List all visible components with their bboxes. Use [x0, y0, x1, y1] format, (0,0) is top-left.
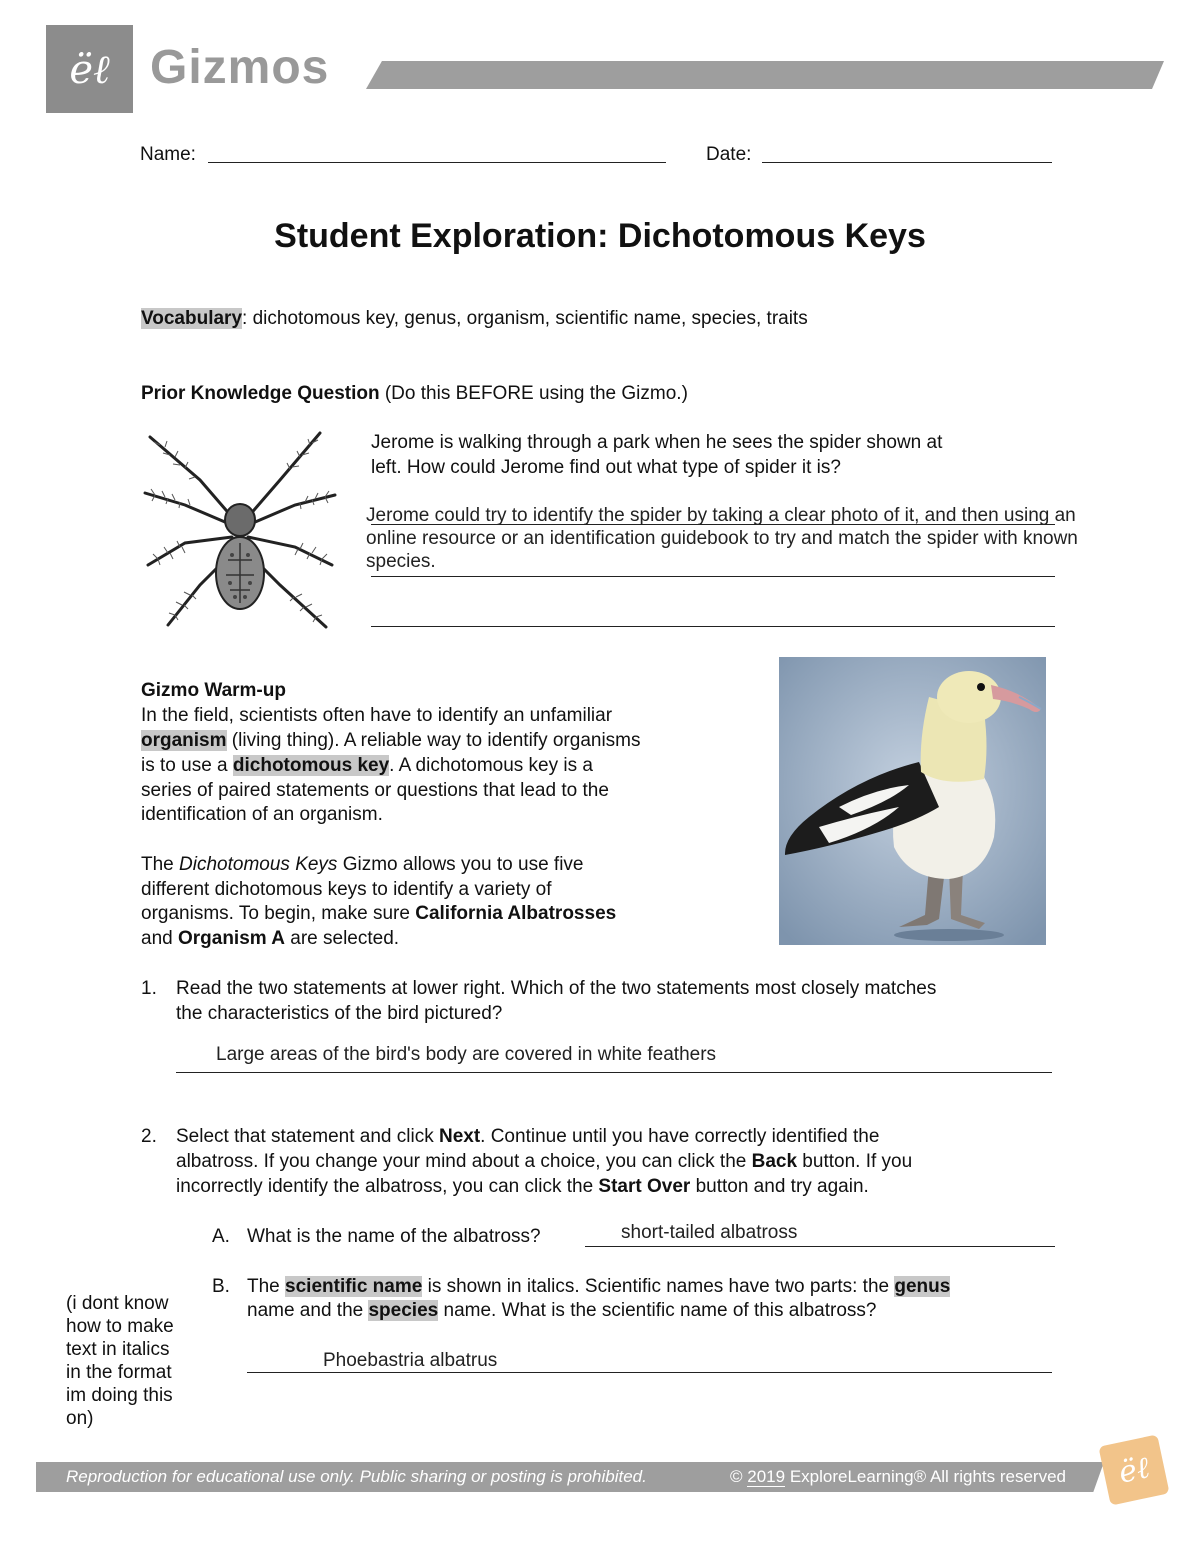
term-organism: organism	[141, 730, 227, 751]
q2b-text-span: name and the	[247, 1300, 369, 1321]
answer-line	[371, 626, 1055, 627]
vocabulary-text: : dichotomous key, genus, organism, scientific name, species, traits	[242, 308, 808, 329]
setting-california-albatrosses: California Albatrosses	[415, 903, 617, 924]
prior-knowledge-note: (Do this BEFORE using the Gizmo.)	[379, 383, 688, 404]
term-dichotomous-key: dichotomous key	[232, 755, 390, 776]
question-number: 2.	[141, 1126, 157, 1147]
warmup-text	[141, 926, 399, 951]
subquestion-label: A.	[212, 1226, 230, 1247]
q2-text-span: Select that statement and click	[176, 1126, 439, 1147]
q1-text-line-2: the characteristics of the bird pictured?	[176, 1003, 503, 1024]
explorelearning-logo	[46, 25, 133, 113]
q2-text-span: button. If you	[797, 1151, 913, 1172]
q2b-text-line-1	[247, 1274, 950, 1299]
q2-text-line-2	[176, 1149, 912, 1174]
answer-line	[247, 1372, 1052, 1373]
term-species: species	[368, 1300, 439, 1321]
warmup-text-span: . A dichotomous key is a	[389, 755, 593, 776]
warmup-text	[141, 728, 641, 753]
name-field[interactable]	[208, 162, 666, 163]
warmup-text-span: organisms. To begin, make sure	[141, 903, 416, 924]
prior-answer-line-3[interactable]: species.	[366, 551, 436, 572]
q2-text-line-3	[176, 1174, 869, 1199]
answer-line	[371, 524, 1055, 525]
answer-line	[585, 1246, 1055, 1247]
q2a-answer[interactable]: short-tailed albatross	[621, 1222, 798, 1243]
footer-copyright	[730, 1462, 1066, 1492]
prior-knowledge-title: Prior Knowledge Question	[141, 383, 380, 404]
footer-logo	[1098, 1434, 1169, 1505]
q2b-text-span: The	[247, 1276, 286, 1297]
footer-logo-glyph: ëℓ	[1115, 1449, 1153, 1491]
question-number: 1.	[141, 978, 157, 999]
warmup-heading: Gizmo Warm-up	[141, 680, 286, 701]
term-genus: genus	[894, 1276, 951, 1297]
q2b-answer[interactable]: Phoebastria albatrus	[323, 1350, 498, 1371]
prior-answer-line-2[interactable]: online resource or an identification guidebook to try and match the spider with known	[366, 528, 1078, 549]
warmup-text	[141, 753, 593, 778]
warmup-text-span: and	[141, 928, 178, 949]
q2-text-span: albatross. If you change your mind about a choice, you can click the	[176, 1151, 752, 1172]
logo-glyph: ëℓ	[69, 46, 110, 93]
answer-line	[176, 1072, 1052, 1073]
q2-text-line-1	[176, 1124, 879, 1149]
q1-text-line-1: Read the two statements at lower right. Which of the two statements most closely matches	[176, 978, 937, 999]
warmup-text-span: (living thing). A reliable way to identify organisms	[226, 730, 641, 751]
prior-question-line-2: left. How could Jerome find out what type of spider it is?	[371, 457, 841, 478]
warmup-text-span: is to use a	[141, 755, 233, 776]
spider-illustration	[140, 425, 340, 633]
start-over-button-ref: Start Over	[598, 1176, 691, 1197]
q2a-text: What is the name of the albatross?	[247, 1226, 541, 1247]
warmup-text	[141, 901, 616, 926]
setting-organism-a: Organism A	[177, 928, 285, 949]
vocabulary	[141, 306, 808, 331]
date-label: Date:	[706, 144, 752, 165]
prior-question-line-1: Jerome is walking through a park when he sees the spider shown at	[371, 432, 943, 453]
answer-line	[371, 576, 1055, 577]
warmup-text-span: The	[141, 854, 180, 875]
footer-disclaimer: Reproduction for educational use only. Public sharing or posting is prohibited.	[66, 1467, 647, 1486]
warmup-text: different dichotomous keys to identify a variety of	[141, 879, 552, 900]
warmup-text-span: Gizmo allows you to use five	[337, 854, 584, 875]
warmup-text: series of paired statements or questions that lead to the	[141, 780, 609, 801]
term-scientific-name: scientific name	[285, 1276, 423, 1297]
footer-rights: ExploreLearning® All rights reserved	[789, 1467, 1066, 1486]
q2-text-span: . Continue until you have correctly identified the	[480, 1126, 880, 1147]
back-button-ref: Back	[751, 1151, 798, 1172]
warmup-text	[141, 852, 583, 877]
q2b-text-line-2	[247, 1298, 876, 1323]
copyright-symbol: ©	[730, 1467, 743, 1486]
footer-year: 2019	[747, 1467, 786, 1486]
q2b-text-span: is shown in italics. Scientific names have two parts: the	[422, 1276, 895, 1297]
name-label: Name:	[140, 144, 196, 165]
gizmos-brand: Gizmos	[150, 41, 330, 94]
warmup-text-span: are selected.	[284, 928, 400, 949]
header-bar	[366, 61, 1164, 89]
side-note: (i dont know how to make text in italics in the format im doing this on)	[66, 1293, 174, 1429]
warmup-text: identification of an organism.	[141, 804, 383, 825]
next-button-ref: Next	[438, 1126, 481, 1147]
q1-answer[interactable]: Large areas of the bird's body are covered in white feathers	[216, 1044, 717, 1065]
vocabulary-label: Vocabulary	[141, 308, 243, 329]
date-field[interactable]	[762, 162, 1052, 163]
page-title: Student Exploration: Dichotomous Keys	[274, 217, 926, 255]
q2-text-span: incorrectly identify the albatross, you can click the	[176, 1176, 599, 1197]
warmup-text: In the field, scientists often have to identify an unfamiliar	[141, 705, 613, 726]
gizmo-name: Dichotomous Keys	[179, 854, 338, 875]
prior-answer-line-1[interactable]: Jerome could try to identify the spider by taking a clear photo of it, and then using an	[366, 505, 1076, 526]
prior-knowledge-heading	[141, 381, 688, 406]
albatross-illustration	[779, 657, 1046, 945]
q2-text-span: button and try again.	[690, 1176, 869, 1197]
q2b-text-span: name. What is the scientific name of this albatross?	[438, 1300, 877, 1321]
subquestion-label: B.	[212, 1276, 230, 1297]
